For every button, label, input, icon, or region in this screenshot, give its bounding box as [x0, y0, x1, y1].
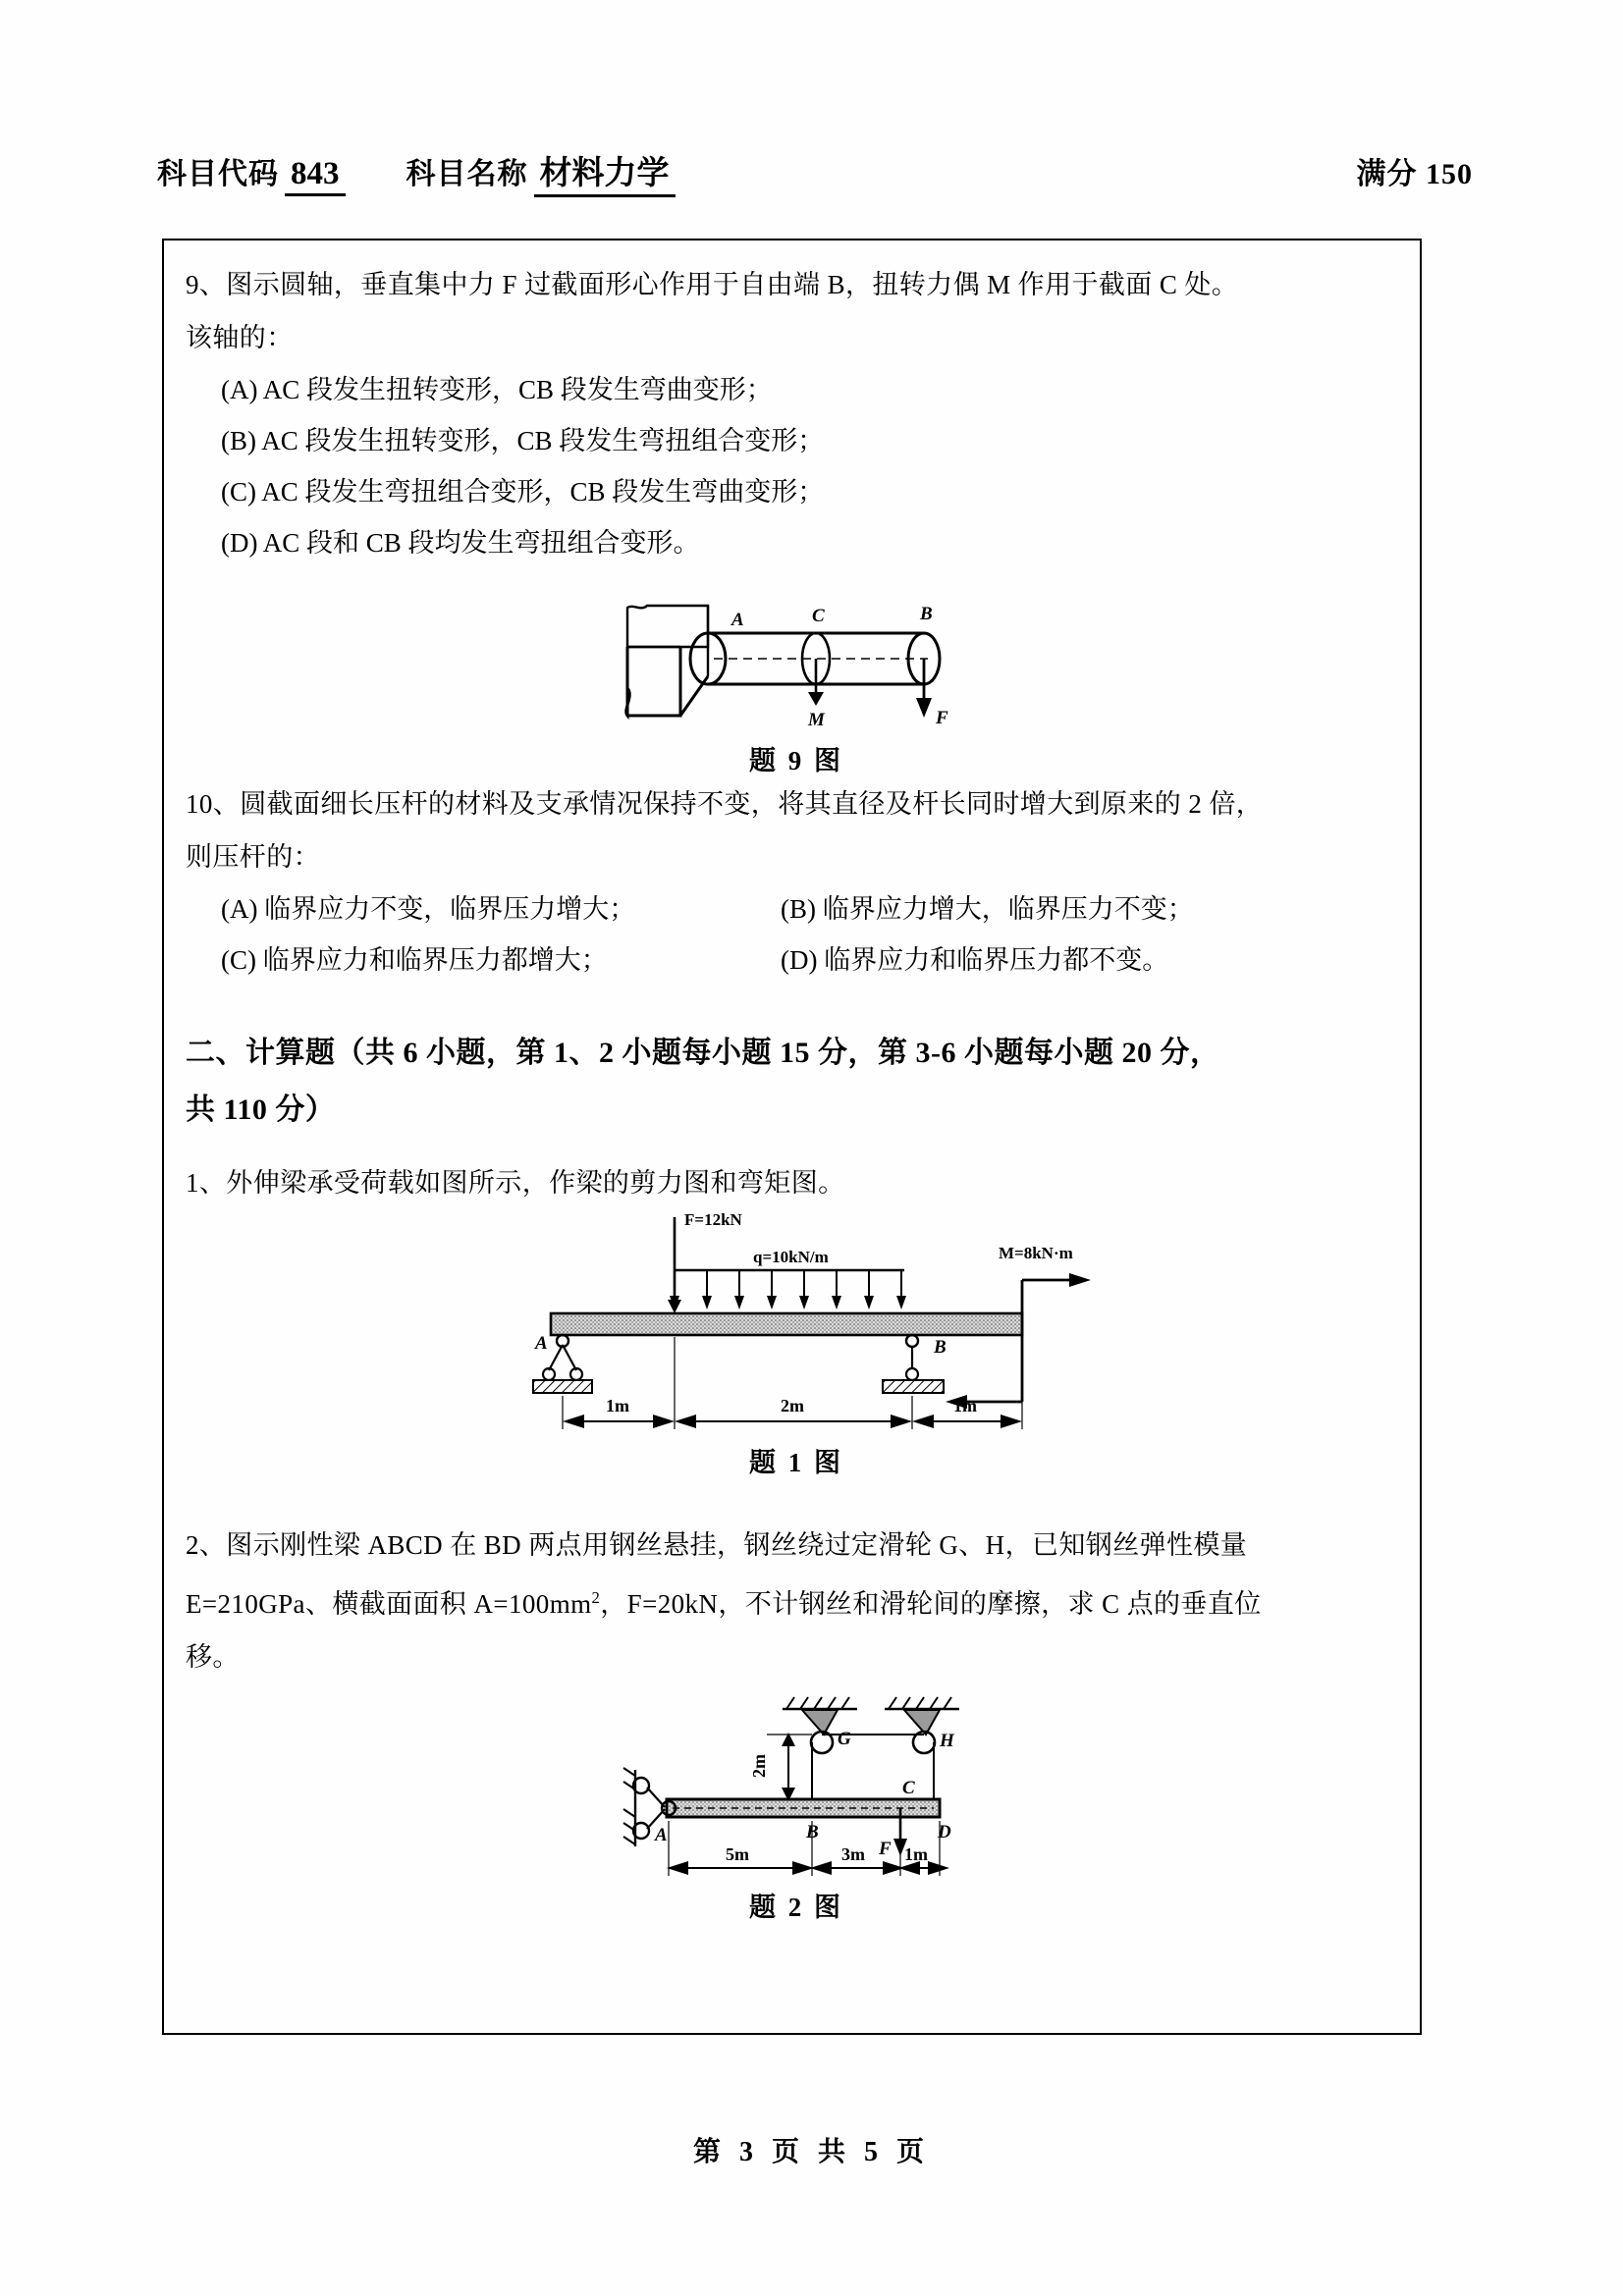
dim2-arrow-r	[891, 1415, 912, 1428]
dist-load-arrows	[670, 1270, 906, 1309]
p2-figure-caption: 题 2 图	[749, 1893, 843, 1922]
label-a2: A	[655, 1825, 668, 1845]
q9-stem-line2: 该轴的：	[186, 323, 294, 352]
q9-option-b: (B) AC 段发生扭转变形，CB 段发生弯扭组合变形；	[221, 426, 825, 455]
q10-options-row2	[186, 934, 1407, 986]
dim-label-1: 1m	[606, 1396, 629, 1415]
q9-figure	[186, 586, 1407, 733]
moment-label: M=8kN·m	[999, 1244, 1073, 1262]
label-h: H	[940, 1731, 954, 1751]
dim3-arrow-r	[1001, 1415, 1022, 1428]
label-m: M	[808, 710, 825, 730]
q10-option-a: (A) 临界应力不变，临界压力增大；	[221, 894, 636, 924]
support-a-label: A	[535, 1333, 548, 1354]
p2-stem-line1: 2、图示刚性梁 ABCD 在 BD 两点用钢丝悬挂，钢丝绕过定滑轮 G、H，已知钢丝弹性模量	[186, 1530, 1248, 1560]
q10-stem-line1: 10、圆截面细长压杆的材料及支承情况保持不变，将其直径及杆长同时增大到原来的 2 倍，	[186, 789, 1264, 819]
dim-label-3m: 3m	[841, 1844, 865, 1864]
q10-option-b: (B) 临界应力增大，临界压力不变；	[781, 894, 1194, 924]
support-b-ground	[883, 1380, 944, 1393]
label-g: G	[838, 1729, 851, 1749]
q9-option-a: (A) AC 段发生扭转变形，CB 段发生弯曲变形；	[221, 375, 773, 404]
p2-stem-line2: E=210GPa、横截面面积 $A=100mm^2$，F=20kN，不计钢丝和滑轮间的摩擦，求 C 点的垂直位	[186, 1588, 1262, 1619]
label-b2: B	[806, 1822, 819, 1842]
subject-name-value: 材料力学	[534, 147, 676, 197]
label-f: F	[936, 708, 948, 728]
moment-arrowhead-right	[1069, 1273, 1091, 1287]
support-a-ground	[533, 1380, 592, 1393]
dim-label-2: 2m	[781, 1396, 804, 1415]
q10-stem-line2: 则压杆的：	[186, 842, 320, 872]
dim2-arrow-l	[675, 1415, 696, 1428]
content-frame	[162, 239, 1422, 2035]
label-c: C	[812, 606, 825, 626]
p1-stem: 1、外伸梁承受荷载如图所示，作梁的剪力图和弯矩图。	[186, 1168, 845, 1198]
support-b-pin	[906, 1335, 918, 1347]
p2-beam-diagram	[590, 1683, 1002, 1880]
area-unit-exponent: 2	[591, 1588, 601, 1607]
subject-code-value: 843	[285, 156, 346, 196]
page-header	[157, 147, 1473, 206]
label-d2: D	[938, 1822, 951, 1842]
dim-label-5m: 5m	[726, 1844, 749, 1864]
beam-body	[551, 1313, 1022, 1335]
q10-option-c: (C) 临界应力和临界压力都增大；	[221, 945, 608, 975]
p1-beam-diagram	[492, 1209, 1101, 1435]
label-c2: C	[902, 1778, 915, 1798]
dim1-arrow-l	[563, 1415, 584, 1428]
torque-arrowhead	[808, 692, 824, 706]
p1-figure	[186, 1209, 1407, 1435]
full-score-label: 满分 150	[1356, 158, 1473, 190]
dim-5m-arrow-l	[667, 1861, 688, 1875]
force-arrowhead	[916, 698, 932, 718]
section2-heading-line1: 二、计算题（共 6 小题，第 1、2 小题每小题 15 分，第 3-6 小题每小题 20 分，	[186, 1037, 1220, 1069]
wall-bottom-edge	[627, 647, 680, 716]
ceiling-g-hatch	[786, 1697, 849, 1709]
support-a-leg-l	[549, 1345, 563, 1370]
support-b-label: B	[934, 1337, 947, 1358]
dim-label-1m: 1m	[904, 1844, 928, 1864]
point-load-label: F=12kN	[684, 1210, 742, 1229]
p2-figure	[186, 1683, 1407, 1880]
subject-name-label: 科目名称	[406, 158, 528, 190]
dim-3m-arrow-l	[810, 1861, 832, 1875]
q9-option-c: (C) AC 段发生弯扭组合变形，CB 段发生弯曲变形；	[221, 477, 825, 507]
dim-label-3: 1m	[953, 1396, 977, 1415]
q10-options-row1	[186, 883, 1407, 934]
q9-option-d: (D) AC 段和 CB 段均发生弯扭组合变形。	[221, 528, 700, 558]
support-b-roller	[906, 1368, 918, 1380]
section2-heading-line2: 共 110 分）	[186, 1094, 336, 1126]
ceiling-h-hatch	[889, 1697, 951, 1709]
label-a: A	[731, 610, 744, 630]
q10-option-d: (D) 临界应力和临界压力都不变。	[781, 945, 1169, 975]
subject-code-label: 科目代码	[157, 158, 279, 190]
dim1-arrow-r	[653, 1415, 675, 1428]
page-footer: 第 3 页 共 5 页	[692, 2137, 930, 2167]
content-inner	[186, 258, 1407, 1924]
support-a-leg-r	[563, 1345, 576, 1370]
q9-stem-line1: 9、图示圆轴，垂直集中力 F 过截面形心作用于自由端 B，扭转力偶 M 作用于截面 C 处。	[186, 270, 1239, 299]
dim-1m-arrow-r	[928, 1861, 949, 1875]
label-f2: F	[879, 1839, 892, 1859]
q9-figure-caption: 题 9 图	[749, 746, 843, 775]
p1-figure-caption: 题 1 图	[749, 1448, 843, 1477]
dist-load-label: q=10kN/m	[753, 1248, 829, 1266]
wall-left-edge	[626, 647, 630, 716]
label-b: B	[920, 604, 933, 624]
dim-label-2m: 2m	[749, 1754, 769, 1778]
dim3-arrow-l	[912, 1415, 934, 1428]
p2-stem-line3: 移。	[186, 1642, 240, 1672]
q9-shaft-diagram	[590, 586, 1002, 733]
